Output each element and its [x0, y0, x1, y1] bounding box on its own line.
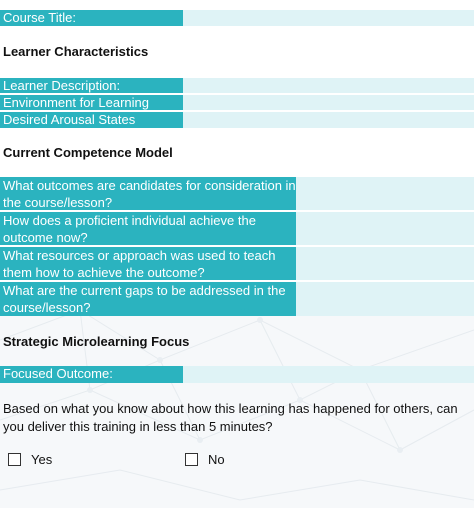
competence-value-2[interactable] [296, 212, 474, 246]
no-option[interactable] [185, 452, 225, 467]
focused-outcome-label: Focused Outcome: [0, 366, 183, 383]
learner-description-label: Learner Description: [0, 78, 183, 94]
focused-outcome-value[interactable] [183, 366, 474, 383]
competence-row-3 [0, 247, 474, 281]
environment-value[interactable] [183, 95, 474, 111]
learner-description-value[interactable] [183, 78, 474, 94]
learner-characteristics-heading: Learner Characteristics [3, 44, 149, 59]
competence-row-1 [0, 177, 474, 211]
strategic-heading: Strategic Microlearning Focus [3, 334, 190, 349]
competence-value-1[interactable] [296, 177, 474, 211]
yes-label: Yes [31, 452, 53, 467]
competence-label-1: What outcomes are candidates for consideration in the course/lesson? [0, 177, 296, 211]
arousal-row [0, 112, 474, 128]
course-title-value[interactable] [183, 10, 474, 26]
learner-description-row [0, 78, 474, 94]
competence-row-2 [0, 212, 474, 246]
competence-label-2: How does a proficient individual achieve the outcome now? [0, 212, 296, 246]
competence-heading: Current Competence Model [3, 145, 173, 160]
no-label: No [208, 452, 225, 467]
yes-checkbox[interactable] [8, 453, 21, 466]
arousal-label: Desired Arousal States [0, 112, 183, 128]
competence-row-4 [0, 282, 474, 316]
focused-outcome-row [0, 366, 474, 383]
course-title-row [0, 10, 474, 26]
course-title-label: Course Title: [0, 10, 183, 26]
no-checkbox[interactable] [185, 453, 198, 466]
environment-row [0, 95, 474, 111]
competence-value-3[interactable] [296, 247, 474, 281]
yes-option[interactable] [8, 452, 52, 467]
environment-label: Environment for Learning [0, 95, 183, 111]
competence-label-4: What are the current gaps to be addressed in the course/lesson? [0, 282, 296, 316]
delivery-question: Based on what you know about how this learning has happened for others, can you deliver this training in less than 5 minutes? [3, 401, 458, 434]
competence-label-3: What resources or approach was used to teach them how to achieve the outcome? [0, 247, 296, 281]
competence-value-4[interactable] [296, 282, 474, 316]
arousal-value[interactable] [183, 112, 474, 128]
